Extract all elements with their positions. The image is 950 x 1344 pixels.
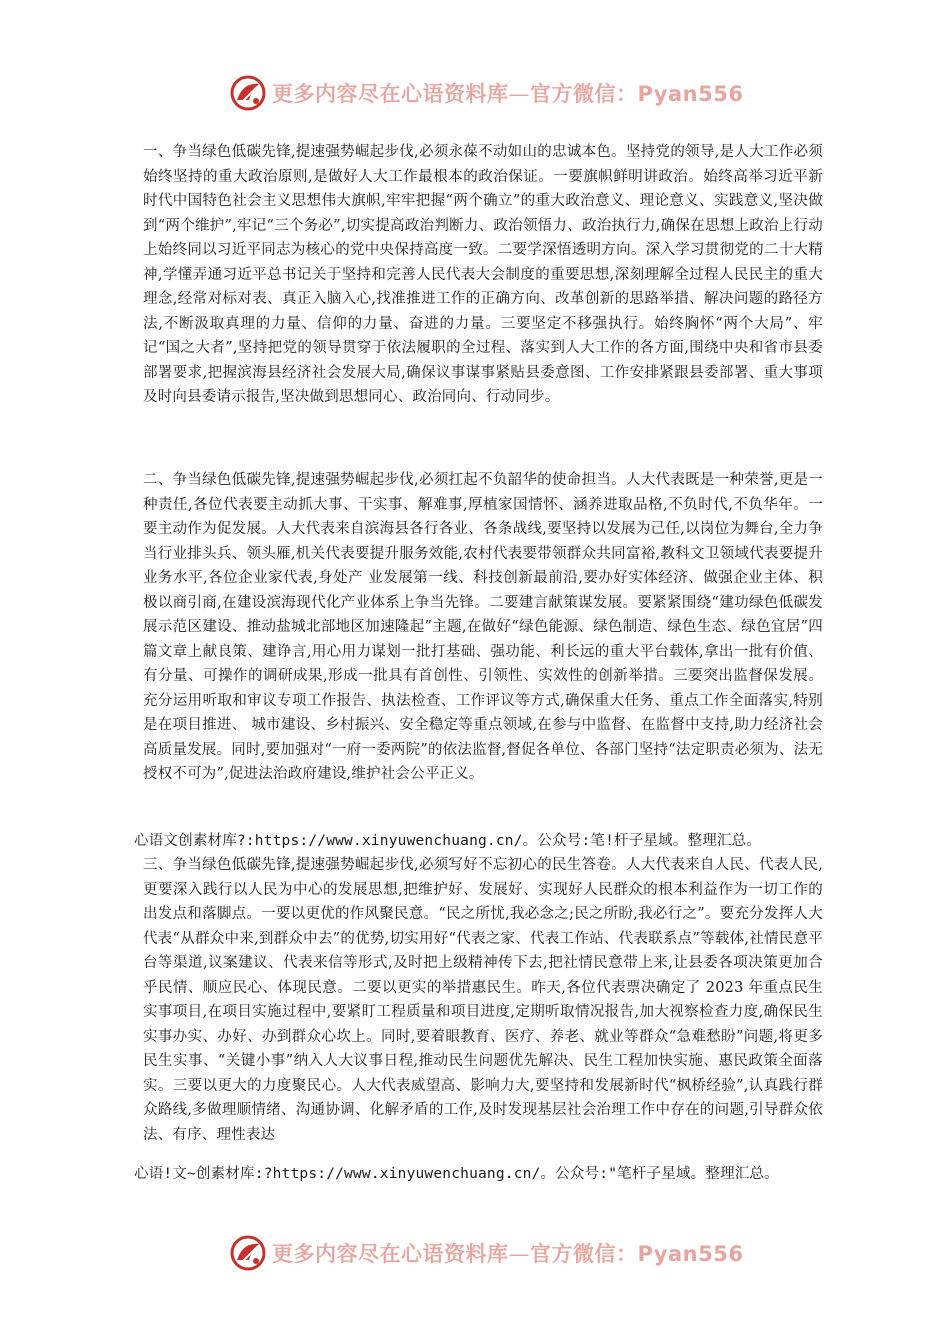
banner-text xyxy=(272,1238,743,1268)
footer-banner xyxy=(228,1232,748,1274)
banner-wechat-id: Pyan556 xyxy=(637,1242,744,1266)
banner-dash: — xyxy=(508,1242,530,1266)
banner-official-label: 官方微信： xyxy=(530,82,638,106)
banner-dash: — xyxy=(508,82,530,106)
logo-icon xyxy=(228,73,268,113)
source-note-1: 心语文创素材库?:https://www.xinyuwenchuang.cn/。公众号:笔!杆子星域。整理汇总。 xyxy=(134,833,762,849)
banner-wechat-id: Pyan556 xyxy=(637,82,744,106)
banner-text xyxy=(272,78,743,108)
banner-main-text: 更多内容尽在心语资料库 xyxy=(272,82,509,106)
paragraph-3: 三、争当绿色低碳先锋,提速强势崛起步伐,必须写好不忘初心的民生答卷。人大代表来自人民、代表人民,更要深入践行以人民为中心的发展思想,把维护好、发展好、实现好人民群众的根本利益作为一切工作的出发点和落脚点。一要以更优的作风聚民意。“民之所忧,我必念之;民之所盼,我必行之”。要充分发挥人大代表“从群众中来,到群众中去”的优势,切实用好“代表之家、代表工作站、代表联系点”等载体,社情民意平台等渠道,议案建议、代表来信等形式,及时把上级精神传下去,把社情民意带上来,让县委各项决策更加合乎民情、顺应民心、体现民意。二要以更实的举措惠民生。昨天,各位代表票决确定了 2023 年重点民生实事项目,在项目实施过程中,要紧盯工程质量和项目进度,定期听取情况报告,加大视察检查力度,确保民生实事办实、办好、办到群众心坎上。同时,要着眼教育、医疗、养老、就业等群众“急难愁盼”问题,将更多民生实事、“关键小事”纳入人大议事日程,推动民生问题优先解决、民生工程加快实施、惠民政策全面落实。三要以更大的力度聚民心。人大代表威望高、影响力大,要坚持和发展新时代“枫桥经验”,认真践行群众路线,多做理顺情绪、沟通协调、化解矛盾的工作,及时发现基层社会治理工作中存在的问题,引导群众依法、有序、理性表达 xyxy=(143,857,823,1143)
banner-main-text: 更多内容尽在心语资料库 xyxy=(272,1242,509,1266)
paragraph-1: 一、争当绿色低碳先锋,提速强势崛起步伐,必须永葆不动如山的忠诚本色。坚持党的领导,是人大工作必须始终坚持的重大政治原则,是做好人大工作最根本的政治保证。一要旗帜鲜明讲政治。始终高举习近平新时代中国特色社会主义思想伟大旗帜,牢牢把握“两个确立”的重大政治意义、理论意义、实践意义,坚决做到“两个维护”,牢记“三个务必”,切实提高政治判断力、政治领悟力、政治执行力,确保在思想上政治上行动上始终同以习近平同志为核心的党中央保持高度一致。二要学深悟透明方向。深入学习贯彻党的二十大精神,学懂弄通习近平总书记关于坚持和完善人民代表大会制度的重要思想,深刻理解全过程人民民主的重大理念,经常对标对表、真正入脑入心,找准推进工作的正确方向、改革创新的思路举措、解决问题的路径方法,不断汲取真理的力量、信仰的力量、奋进的力量。三要坚定不移强执行。始终胸怀“两个大局”、牢记“国之大者”,坚持把党的领导贯穿于依法履职的全过程、落实到人大工作的各方面,围绕中央和省市县委部署要求,把握滨海县经济社会发展大局,确保议事谋事紧贴县委意图、工作安排紧跟县委部署、重大事项及时向县委请示报告,坚决做到思想同心、政治同向、行动同步。 xyxy=(143,144,823,405)
header-banner xyxy=(228,72,748,114)
source-note-2: 心语!文~创素材库:?https://www.xinyuwenchuang.cn/。公众号:"笔杆子星域。整理汇总。 xyxy=(134,1166,779,1182)
logo-icon xyxy=(228,1233,268,1273)
banner-official-label: 官方微信： xyxy=(530,1242,638,1266)
paragraph-2: 二、争当绿色低碳先锋,提速强势崛起步伐,必须扛起不负韶华的使命担当。人大代表既是一种荣誉,更是一种责任,各位代表要主动抓大事、干实事、解难事,厚植家国情怀、涵养进取品格,不负时代,不负华年。一要主动作为促发展。人大代表来自滨海县各行各业、各条战线,要坚持以发展为己任,以岗位为舞台,全力争当行业排头兵、领头雁,机关代表要提升服务效能,农村代表要带领群众共同富裕,教科文卫领域代表要提升业务水平,各位企业家代表,身处产 业发展第一线、科技创新最前沿,要办好实体经济、做强企业主体、积极以商引商,在建设滨海现代化产业体系上争当先锋。二要建言献策谋发展。要紧紧围绕“建功绿色低碳发展示范区建设、推动盐城北部地区加速隆起”主题,在做好“绿色能源、绿色制造、绿色生态、绿色宜居”四篇文章上献良策、建诤言,用心用力谋划一批打基础、强功能、利长远的重大平台载体,拿出一批有价值、有分量、可操作的调研成果,形成一批具有首创性、引领性、实效性的创新举措。三要突出监督保发展。充分运用听取和审议专项工作报告、执法检查、工作评议等方式,确保重大任务、重点工作全面落实,特别是在项目推进、 城市建设、乡村振兴、安全稳定等重点领域,在参与中监督、在监督中支持,助力经济社会高质量发展。同时,要加强对“一府一委两院”的依法监督,督促各单位、各部门坚持“法定职责必须为、法无授权不可为”,促进法治政府建设,维护社会公平正义。 xyxy=(143,472,823,782)
